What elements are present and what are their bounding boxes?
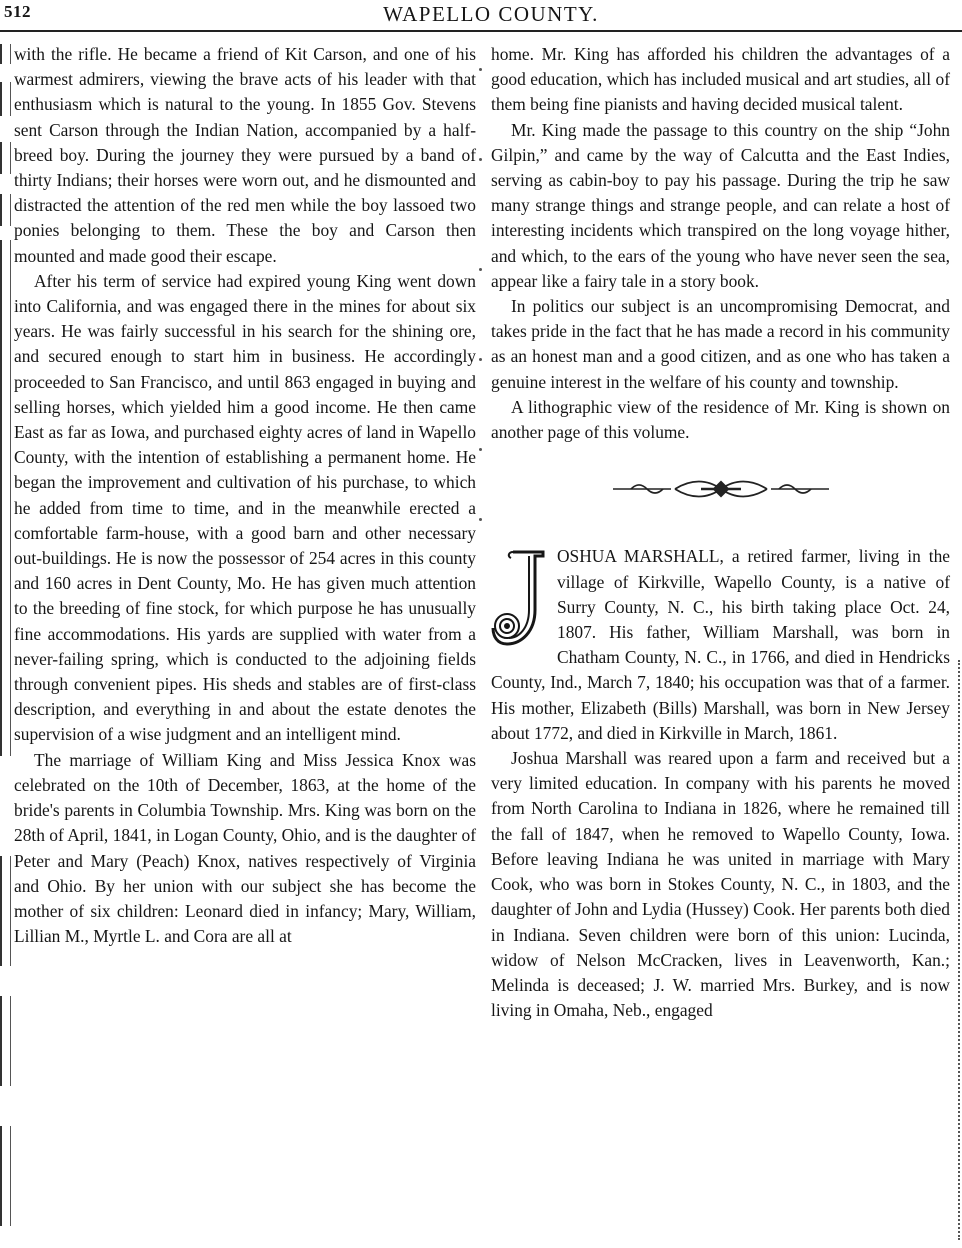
ornate-drop-cap-j — [491, 548, 549, 648]
biography-joshua-marshall — [491, 544, 950, 1023]
paragraph: After his term of service had expired young King went down into California, and was engaged there in the mines for about six years. He was fairly successful in his search for the shining ore, and secured enough to start him in business. He accordingly proceeded to San Francisco, and until 863 engaged in buying and selling horses, which yielded him a good income. He then came East as far as Iowa, and purchased eighty acres of land in Wapello County, with the intention of establishing a permanent home. He began the improvement and cultivation of his purchase, to which he added from time to time, and in the meanwhile erected a comfortable farm-house, with a good barn and other necessary out-buildings. He is now the possessor of 254 acres in this county and 160 acres in Dent County, Mo. He has given much attention to the breeding of fine stock, for which purpose he has unusually fine accommodations. His yards are supplied with water from a never-failing spring, which is conducted to the adjoining fields through convenient pipes. His sheds and stables are of first-class description, and everything in and about the estate denotes the supervision of a wise judgment and an intelligent mind. — [14, 270, 476, 745]
paragraph: with the rifle. He became a friend of Kit Carson, and one of his warmest admirers, viewing the brave acts of his leader with that enthusiasm which is natural to the young. In 1855 Gov. Stevens sent Carson through the Indian Nation, accompanied by a half-breed boy. During the journey they were pursued by a band of thirty Indians; their horses were worn out, and he dismounted and distracted the attention of the red men while the boy lassoed two ponies belonging to them. These the boy and Carson then mounted and made good their escape. — [14, 44, 476, 266]
column-gutter-marks — [479, 48, 485, 568]
bio-first-paragraph: OSHUA MARSHALL, a retired farmer, living in the village of Kirkville, Wapello County, is a native of Surry County, N. C., his birth taking place Oct. 24, 1807. His father, William Marshall, was born in Chatham County, N. C., in 1766, and died in Hendricks County, Ind., March 7, 1840; his occupation was that of a farmer. His mother, Elizabeth (Bills) Marshall, was born in New Jersey about 1772, and died in Kirkville in March, 1861. — [491, 546, 950, 743]
page-header — [0, 0, 962, 30]
left-column — [14, 42, 476, 949]
paragraph: home. Mr. King has afforded his children the advantages of a good education, which has included musical and art studies, all of them being fine pianists and having decided musical talent. — [491, 44, 950, 115]
right-edge-marks — [954, 660, 960, 1240]
running-title: WAPELLO COUNTY. — [383, 2, 599, 26]
header-rule — [0, 30, 962, 32]
bio-second-paragraph: Joshua Marshall was reared upon a farm and received but a very limited education. In company with his parents he moved from North Carolina to Indiana in 1826, where he remained till the fall of 1847, when he removed to Wapello County, Iowa. Before leaving Indiana he was united in marriage with Mary Cook, who was born in Stokes County, N. C., in 1803, and the daughter of John and Lydia (Hussey) Cook. Her parents both died in Indiana. Seven children were born of this union: Lucinda, widow of Nelson McCracken, lives in Leavenworth, Kan.; Melinda is deceased; J. W. married Mrs. Burkey, and is now living in Omaha, Neb., engaged — [491, 748, 950, 1021]
right-column — [491, 42, 950, 1023]
paragraph: The marriage of William King and Miss Jessica Knox was celebrated on the 10th of December, 1863, at the home of the bride's parents in Columbia Township. Mrs. King was born on the 28th of April, 1841, in Logan County, Ohio, and is the daughter of Peter and Mary (Peach) Knox, natives respectively of Virginia and Ohio. By her union with our subject she has become the mother of six children: Leonard died in infancy; Mary, William, Lillian M., Myrtle L. and Cora are all at — [14, 749, 476, 947]
page-number: 512 — [4, 2, 31, 21]
binding-edge — [0, 36, 12, 1248]
paragraph: A lithographic view of the residence of Mr. King is shown on another page of this volume. — [491, 396, 950, 443]
paragraph: In politics our subject is an uncompromising Democrat, and takes pride in the fact that he has made a record in his community as an honest man and a good citizen, and as one who has taken a genuine interest in the welfare of his county and township. — [491, 296, 950, 392]
paragraph: Mr. King made the passage to this country on the ship “John Gilpin,” and came by the way of Calcutta and the East Indies, serving as cabin-boy to pay his passage. During the trip he saw many strange things and strange people, and can relate a host of interesting incidents which transpired on the long voyage hither, and which, to the ears of the young who have never seen the sea, appear like a fairy tale in a story book. — [491, 119, 950, 291]
ornamental-divider-icon — [491, 479, 950, 506]
